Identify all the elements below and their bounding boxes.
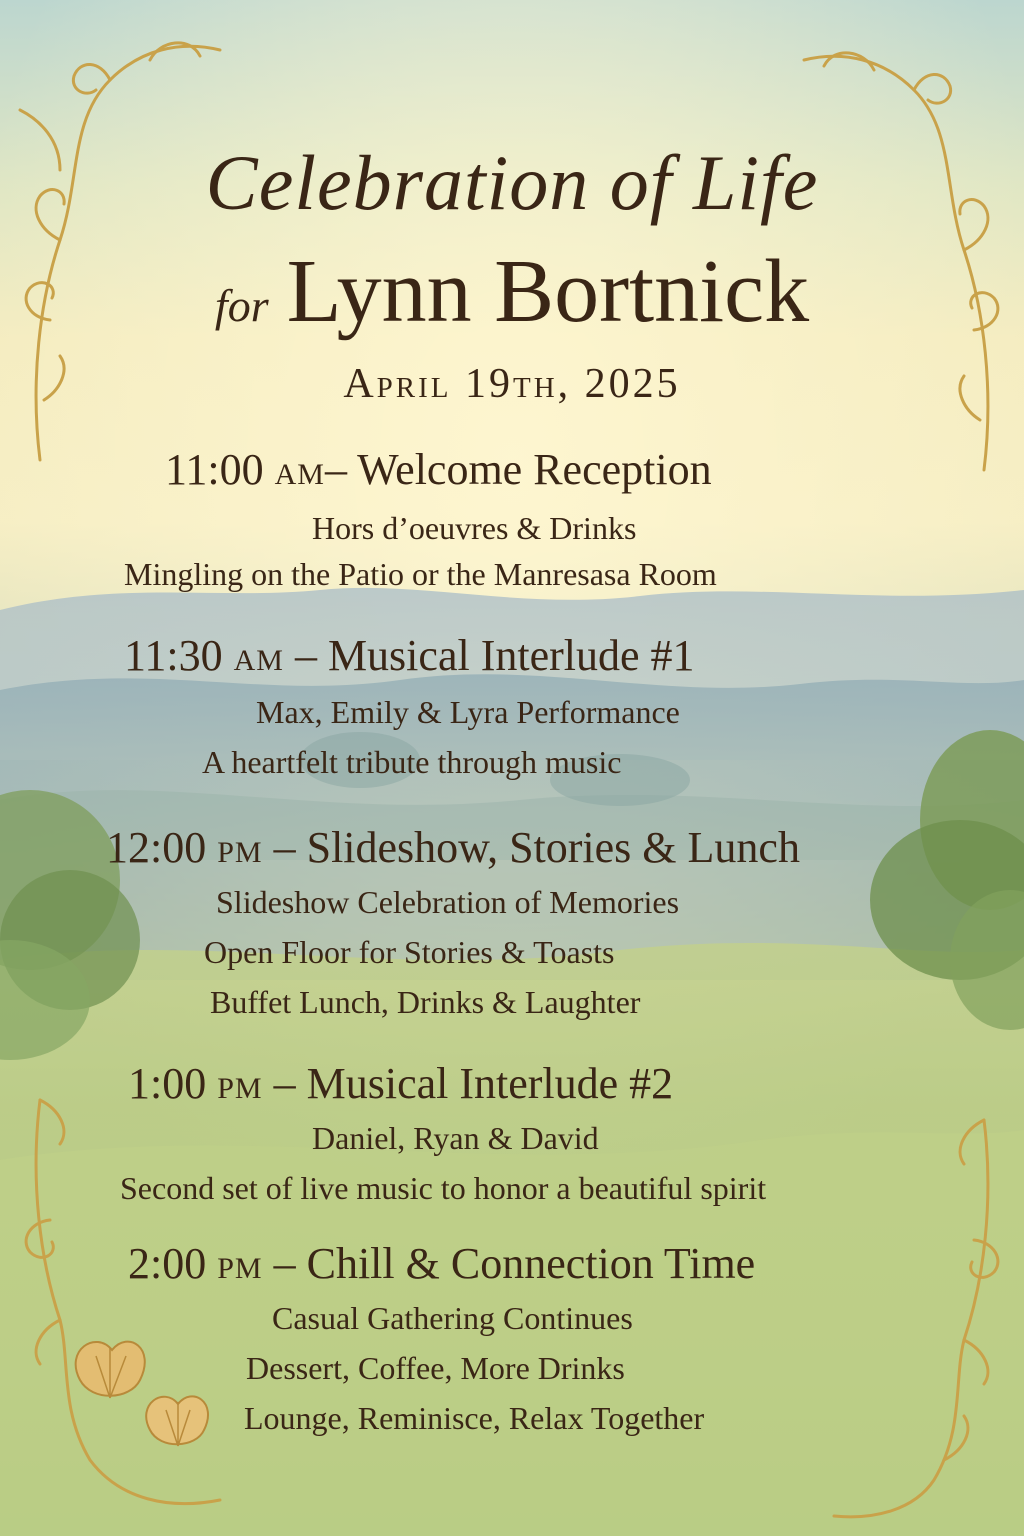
schedule-title: Musical Interlude #2 <box>306 1059 674 1108</box>
schedule-item <box>0 1058 1024 1206</box>
flourish-icon <box>824 1100 1024 1536</box>
schedule-time: 11:30 <box>124 631 223 680</box>
seashell-icon <box>76 1342 145 1398</box>
schedule-separator: – <box>294 631 317 680</box>
schedule-detail: A heartfelt tribute through music <box>202 744 622 780</box>
schedule-detail: Hors d’oeuvres & Drinks <box>312 510 637 546</box>
schedule-detail: Lounge, Reminisce, Relax Together <box>244 1400 705 1436</box>
schedule-detail: Max, Emily & Lyra Performance <box>256 694 680 730</box>
schedule-title: Chill & Connection Time <box>306 1239 756 1288</box>
schedule-ampm: PM <box>217 836 263 869</box>
schedule-heading <box>106 822 1024 879</box>
schedule-detail: Casual Gathering Continues <box>272 1300 633 1336</box>
schedule-title: Musical Interlude #1 <box>327 631 695 680</box>
title-name-row <box>0 240 1024 343</box>
schedule-separator: – <box>273 823 296 872</box>
schedule-time: 12:00 <box>106 823 207 872</box>
schedule-item <box>0 1238 1024 1436</box>
schedule-item <box>0 822 1024 1020</box>
schedule-detail: Dessert, Coffee, More Drinks <box>246 1350 625 1386</box>
schedule-heading <box>128 1238 1024 1295</box>
schedule-item <box>0 630 1024 780</box>
schedule-detail: Open Floor for Stories & Toasts <box>204 934 615 970</box>
title-celebration-of-life: Celebration of Life <box>205 139 819 226</box>
schedule-time: 1:00 <box>128 1059 207 1108</box>
title-for: for <box>214 280 269 331</box>
seashell-icon <box>146 1396 208 1446</box>
schedule-detail: Buffet Lunch, Drinks & Laughter <box>210 984 641 1020</box>
schedule-ampm: AM <box>274 458 325 491</box>
schedule-detail: Slideshow Celebration of Memories <box>216 884 680 920</box>
schedule-heading <box>165 444 1024 501</box>
flourish-icon <box>0 1080 230 1536</box>
schedule-ampm: PM <box>217 1252 263 1285</box>
schedule-title: Welcome Reception <box>357 445 712 494</box>
schedule-separator: – <box>324 445 347 494</box>
schedule-time: 11:00 <box>165 445 264 494</box>
schedule-separator: – <box>273 1239 296 1288</box>
event-date: April 19th, 2025 <box>343 361 681 407</box>
schedule-heading <box>128 1058 1024 1115</box>
schedule-ampm: AM <box>233 644 284 677</box>
schedule-heading <box>124 630 1024 687</box>
schedule-ampm: PM <box>217 1072 263 1105</box>
schedule-detail: Mingling on the Patio or the Manresasa Room <box>124 556 717 592</box>
schedule-title: Slideshow, Stories & Lunch <box>306 823 800 872</box>
schedule-separator: – <box>273 1059 296 1108</box>
honoree-name: Lynn Bortnick <box>286 242 810 341</box>
schedule-time: 2:00 <box>128 1239 207 1288</box>
schedule-item <box>0 444 1024 592</box>
schedule-detail: Second set of live music to honor a beautiful spirit <box>120 1170 767 1206</box>
schedule-detail: Daniel, Ryan & David <box>312 1120 599 1156</box>
